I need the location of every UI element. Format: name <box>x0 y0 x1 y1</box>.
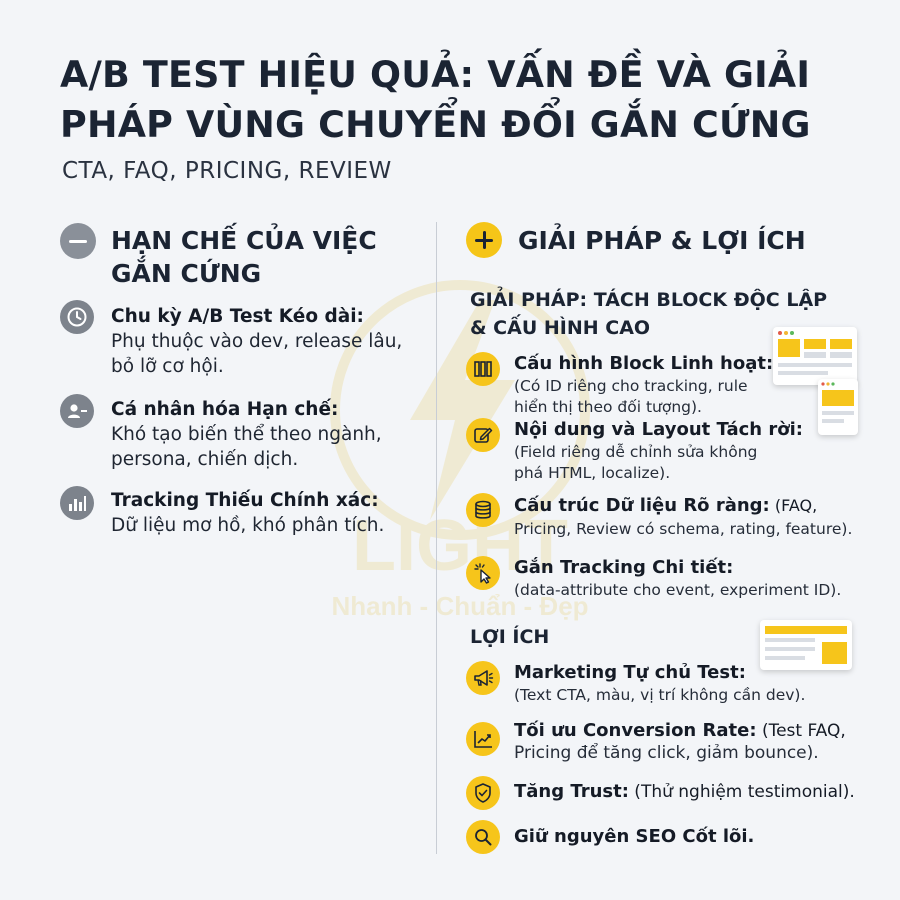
benefit-group-label: LỢI ÍCH <box>470 626 550 648</box>
limitation-1-desc-line2: bỏ lỡ cơ hội. <box>111 356 224 377</box>
limitation-item-1 <box>111 304 402 379</box>
watermark-brand: LIGHT <box>352 506 568 586</box>
benefit-1-desc: (Text CTA, màu, vị trí không cần dev). <box>514 686 806 704</box>
columns-icon <box>466 352 500 386</box>
limitation-2-desc-line2: persona, chiến dịch. <box>111 449 299 470</box>
page-subtitle: CTA, FAQ, PRICING, REVIEW <box>62 158 392 184</box>
limitation-1-desc-line1: Phụ thuộc vào dev, release lâu, <box>111 331 403 352</box>
solution-3-title-suffix: (FAQ, <box>769 496 818 515</box>
page-title <box>60 50 860 150</box>
benefit-4-title <box>514 825 754 849</box>
limitation-item-3 <box>111 488 384 538</box>
page-title-line2: PHÁP VÙNG CHUYỂN ĐỔI GẮN CỨNG <box>60 103 811 146</box>
column-divider <box>436 222 437 854</box>
solution-2-title <box>514 418 803 442</box>
solution-2-desc <box>514 442 757 484</box>
solution-label-line1: GIẢI PHÁP: TÁCH BLOCK ĐỘC LẬP <box>470 289 828 311</box>
benefit-2-title-text: Tối ưu Conversion Rate: <box>514 720 757 741</box>
shield-check-icon <box>466 776 500 810</box>
search-icon <box>466 820 500 854</box>
limitation-2-desc-line1: Khó tạo biến thể theo ngành, <box>111 424 382 445</box>
benefit-1-title <box>514 661 746 685</box>
solution-1-desc-line2: hiển thị theo đối tượng). <box>514 398 702 416</box>
edit-icon <box>466 418 500 452</box>
benefit-3-title-suffix: (Thử nghiệm testimonial). <box>628 782 855 802</box>
solution-3-title <box>514 494 817 518</box>
solution-3-desc <box>514 519 852 540</box>
layout-preview-card-1 <box>773 327 857 385</box>
megaphone-icon <box>466 661 500 695</box>
bar-chart-icon <box>60 486 94 520</box>
solution-4-desc <box>514 580 841 601</box>
solution-4-title-text: Gắn Tracking Chi tiết: <box>514 557 734 578</box>
solution-1-desc-line1: (Có ID riêng cho tracking, rule <box>514 377 748 395</box>
page-title-line1: A/B TEST HIỆU QUẢ: VẤN ĐỀ VÀ GIẢI <box>60 53 811 96</box>
trend-up-icon <box>466 722 500 756</box>
minus-icon <box>60 223 96 259</box>
solution-2-desc-line1: (Field riêng dễ chỉnh sửa không <box>514 443 758 461</box>
solution-2-title-text: Nội dung và Layout Tách rời: <box>514 419 803 440</box>
solution-1-title <box>514 352 773 376</box>
benefit-2-title <box>514 719 846 743</box>
limitations-heading-line2: GẮN CỨNG <box>111 259 262 288</box>
watermark-tagline: Nhanh - Chuẩn - Đẹp <box>331 591 589 621</box>
solution-3-desc-line1: Pricing, Review có schema, rating, feature). <box>514 520 853 538</box>
database-icon <box>466 493 500 527</box>
limitations-heading <box>111 224 377 290</box>
benefit-2-desc: Pricing để tăng click, giảm bounce). <box>514 743 819 763</box>
benefit-1-title-text: Marketing Tự chủ Test: <box>514 662 746 683</box>
benefit-4-title-text: Giữ nguyên SEO Cốt lõi. <box>514 826 755 847</box>
clock-icon <box>60 300 94 334</box>
solutions-heading: GIẢI PHÁP & LỢI ÍCH <box>518 226 806 255</box>
limitation-3-title: Tracking Thiếu Chính xác: <box>111 490 379 511</box>
solution-label-line2: & CẤU HÌNH CAO <box>470 317 651 339</box>
limitation-3-desc-line1: Dữ liệu mơ hồ, khó phân tích. <box>111 515 385 536</box>
solution-3-title-text: Cấu trúc Dữ liệu Rõ ràng: <box>514 495 770 516</box>
limitation-2-title: Cá nhân hóa Hạn chế: <box>111 399 339 420</box>
limitation-item-2 <box>111 397 382 472</box>
solution-2-desc-line2: phá HTML, localize). <box>514 464 671 482</box>
layout-preview-card-2 <box>818 379 858 435</box>
plus-icon <box>466 222 502 258</box>
layout-preview-card-3 <box>760 620 852 670</box>
benefit-2-title-suffix: (Test FAQ, <box>756 721 846 741</box>
benefit-3-title <box>514 780 855 804</box>
solution-1-desc <box>514 376 748 418</box>
user-minus-icon <box>60 394 94 428</box>
limitations-heading-line1: HẠN CHẾ CỦA VIỆC <box>111 226 377 255</box>
limitation-1-title: Chu kỳ A/B Test Kéo dài: <box>111 306 364 327</box>
solution-4-title <box>514 556 733 580</box>
cursor-click-icon <box>466 556 500 590</box>
benefit-3-title-text: Tăng Trust: <box>514 781 629 802</box>
solution-1-title-text: Cấu hình Block Linh hoạt: <box>514 353 774 374</box>
solution-4-desc-line1: (data-attribute cho event, experiment ID). <box>514 581 842 599</box>
